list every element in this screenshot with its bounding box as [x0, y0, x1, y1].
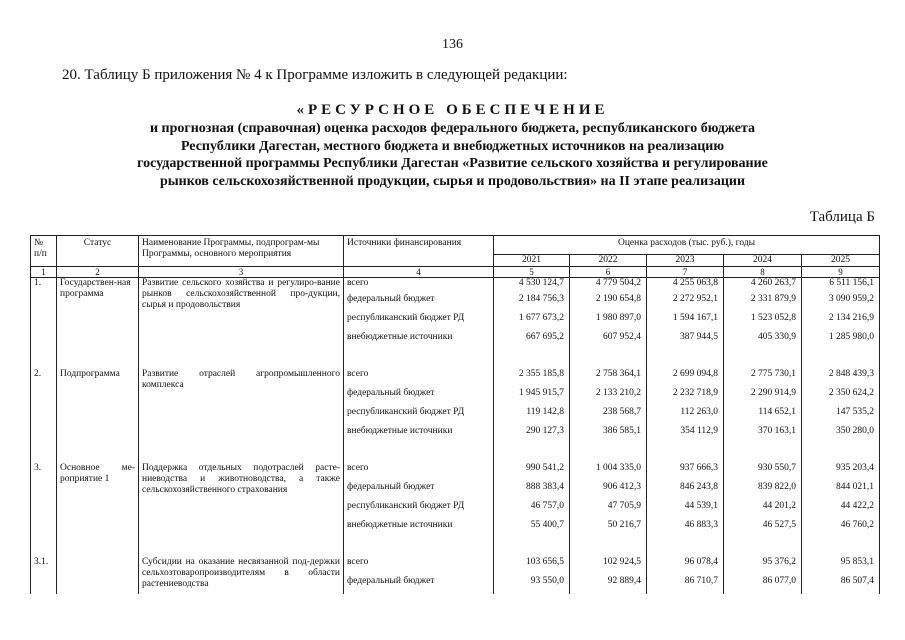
heading-line: государственной программы Республики Дагестан «Развитие сельского хозяйства и регулирование	[137, 156, 768, 171]
table-row	[31, 556, 880, 575]
row-value: 1 523 052,8	[724, 312, 802, 331]
heading-line: Республики Дагестан, местного бюджета и внебюджетных источников на реализацию	[180, 138, 725, 154]
table-label: Таблица Б	[809, 209, 875, 225]
row-status: Подпрограмма	[57, 368, 139, 444]
row-name: Субсидии на оказание несвязанной под-держки сельхозтоваропроизводителям в области растениеводства	[139, 556, 344, 594]
row-source: республиканский бюджет РД	[344, 312, 494, 331]
column-number: 5	[494, 267, 570, 278]
row-value: 2 848 439,3	[802, 368, 880, 387]
row-value: 86 507,4	[802, 575, 880, 594]
table-spacer	[31, 350, 880, 368]
row-value: 387 944,5	[647, 331, 724, 350]
row-value: 2 331 879,9	[724, 293, 802, 312]
row-value: 290 127,3	[494, 425, 570, 444]
row-value: 1 677 673,2	[494, 312, 570, 331]
row-value: 46 883,3	[647, 519, 724, 538]
row-value: 95 376,2	[724, 556, 802, 575]
column-number: 7	[647, 267, 724, 278]
heading-line: рынков сельскохозяйственной продукции, сырья и продовольствия» на II этапе реализации	[159, 173, 746, 189]
row-value: 2 232 718,9	[647, 387, 724, 406]
row-value: 4 530 124,7	[494, 278, 570, 294]
table-row	[31, 368, 880, 387]
column-number: 1	[31, 267, 57, 278]
row-source: федеральный бюджет	[344, 481, 494, 500]
column-number: 4	[344, 267, 494, 278]
row-value: 354 112,9	[647, 425, 724, 444]
row-value: 990 541,2	[494, 462, 570, 481]
row-value: 350 280,0	[802, 425, 880, 444]
row-value: 47 705,9	[570, 500, 647, 519]
header-num: № п/п	[31, 236, 57, 267]
row-source: федеральный бюджет	[344, 575, 494, 594]
column-number: 8	[724, 267, 802, 278]
row-value: 50 216,7	[570, 519, 647, 538]
row-value: 95 853,1	[802, 556, 880, 575]
heading-title: «РЕСУРСНОЕ ОБЕСПЕЧЕНИЕ	[296, 102, 609, 118]
instruction-text: 20. Таблицу Б приложения № 4 к Программе изложить в следующей редакции:	[62, 67, 568, 83]
row-source: республиканский бюджет РД	[344, 406, 494, 425]
row-value: 1 004 335,0	[570, 462, 647, 481]
document-heading	[0, 101, 905, 190]
row-value: 147 535,2	[802, 406, 880, 425]
row-source: внебюджетные источники	[344, 519, 494, 538]
row-value: 2 190 654,8	[570, 293, 647, 312]
row-value: 3 090 959,2	[802, 293, 880, 312]
row-value: 86 077,0	[724, 575, 802, 594]
row-value: 2 133 210,2	[570, 387, 647, 406]
row-name: Развитие сельского хозяйства и регулиро-вание рынков сельскохозяйственной про-дукции, сырья и продовольствия	[139, 278, 344, 351]
row-value: 935 203,4	[802, 462, 880, 481]
row-value: 102 924,5	[570, 556, 647, 575]
row-value: 667 695,2	[494, 331, 570, 350]
row-status: Основное ме-роприятие 1	[57, 462, 139, 538]
heading-line: и прогнозная (справочная) оценка расходов федерального бюджета, республиканского бюджета	[149, 121, 756, 136]
row-value: 4 260 263,7	[724, 278, 802, 294]
header-year: 2021	[494, 255, 570, 267]
row-value: 55 400,7	[494, 519, 570, 538]
column-number: 2	[57, 267, 139, 278]
table-row	[31, 462, 880, 481]
row-value: 906 412,3	[570, 481, 647, 500]
column-number: 9	[802, 267, 880, 278]
header-year: 2022	[570, 255, 647, 267]
header-year: 2023	[647, 255, 724, 267]
table-row	[31, 278, 880, 294]
row-value: 46 757,0	[494, 500, 570, 519]
row-value: 1 285 980,0	[802, 331, 880, 350]
row-value: 839 822,0	[724, 481, 802, 500]
header-status: Статус	[57, 236, 139, 267]
row-num: 1.	[31, 278, 57, 351]
header-year: 2025	[802, 255, 880, 267]
page-number: 136	[442, 37, 463, 52]
row-source: федеральный бюджет	[344, 387, 494, 406]
row-value: 405 330,9	[724, 331, 802, 350]
row-status	[57, 556, 139, 594]
row-value: 2 290 914,9	[724, 387, 802, 406]
row-value: 86 710,7	[647, 575, 724, 594]
row-value: 119 142,8	[494, 406, 570, 425]
resource-table	[30, 235, 880, 594]
row-status: Государствен-ная программа	[57, 278, 139, 351]
row-source: всего	[344, 462, 494, 481]
column-number: 6	[570, 267, 647, 278]
row-value: 888 383,4	[494, 481, 570, 500]
row-value: 2 775 730,1	[724, 368, 802, 387]
row-value: 46 760,2	[802, 519, 880, 538]
table-spacer	[31, 538, 880, 556]
row-name: Развитие отраслей агропромышленного комплекса	[139, 368, 344, 444]
header-source: Источники финансирования	[344, 236, 494, 267]
row-value: 930 550,7	[724, 462, 802, 481]
row-num: 3.1.	[31, 556, 57, 594]
row-value: 238 568,7	[570, 406, 647, 425]
row-value: 1 945 915,7	[494, 387, 570, 406]
row-value: 2 699 094,8	[647, 368, 724, 387]
row-value: 44 201,2	[724, 500, 802, 519]
row-value: 2 758 364,1	[570, 368, 647, 387]
row-source: всего	[344, 556, 494, 575]
row-num: 3.	[31, 462, 57, 538]
row-value: 103 656,5	[494, 556, 570, 575]
row-value: 44 539,1	[647, 500, 724, 519]
row-value: 846 243,8	[647, 481, 724, 500]
row-value: 937 666,3	[647, 462, 724, 481]
header-estimate: Оценка расходов (тыс. руб.), годы	[494, 236, 880, 255]
row-value: 2 272 952,1	[647, 293, 724, 312]
row-source: внебюджетные источники	[344, 331, 494, 350]
row-value: 1 594 167,1	[647, 312, 724, 331]
row-value: 114 652,1	[724, 406, 802, 425]
row-value: 46 527,5	[724, 519, 802, 538]
row-value: 2 350 624,2	[802, 387, 880, 406]
row-value: 607 952,4	[570, 331, 647, 350]
row-source: внебюджетные источники	[344, 425, 494, 444]
table-body	[31, 278, 880, 595]
row-value: 112 263,0	[647, 406, 724, 425]
row-source: всего	[344, 278, 494, 294]
row-name: Поддержка отдельных подотраслей расте-ниеводства и животноводства, а также сельскохозяйственного страхования	[139, 462, 344, 538]
row-value: 386 585,1	[570, 425, 647, 444]
row-value: 4 779 504,2	[570, 278, 647, 294]
table-spacer	[31, 444, 880, 462]
row-value: 92 889,4	[570, 575, 647, 594]
row-value: 4 255 063,8	[647, 278, 724, 294]
row-value: 96 078,4	[647, 556, 724, 575]
row-value: 1 980 897,0	[570, 312, 647, 331]
row-source: федеральный бюджет	[344, 293, 494, 312]
row-value: 2 355 185,8	[494, 368, 570, 387]
row-value: 44 422,2	[802, 500, 880, 519]
row-source: республиканский бюджет РД	[344, 500, 494, 519]
row-value: 370 163,1	[724, 425, 802, 444]
row-value: 2 184 756,3	[494, 293, 570, 312]
row-value: 93 550,0	[494, 575, 570, 594]
row-num: 2.	[31, 368, 57, 444]
header-name: Наименование Программы, подпрограм-мы Программы, основного мероприятия	[139, 236, 344, 267]
column-number: 3	[139, 267, 344, 278]
row-value: 2 134 216,9	[802, 312, 880, 331]
header-year: 2024	[724, 255, 802, 267]
row-source: всего	[344, 368, 494, 387]
row-value: 6 511 156,1	[802, 278, 880, 294]
row-value: 844 021,1	[802, 481, 880, 500]
